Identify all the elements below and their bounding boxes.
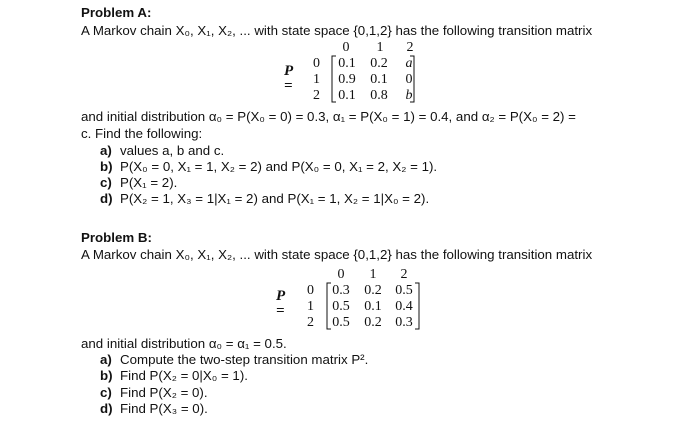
matrix-col-header: 1 (369, 267, 377, 282)
item-text: P(X₂ = 1, X₃ = 1|X₁ = 2) and P(X₁ = 1, X₂ = 1|X₀ = 2). (120, 191, 430, 206)
matrix-cell: 0.2 (370, 56, 388, 71)
matrix-cell: 0.8 (370, 88, 388, 103)
matrix-col-header: 1 (376, 40, 384, 55)
matrix-cell: 0.3 (395, 315, 413, 330)
list-item (100, 144, 224, 157)
matrix-cell: 0.1 (338, 88, 356, 103)
problem-b-initial-distribution: and initial distribution α₀ = α₁ = 0.5. (81, 336, 287, 351)
list-item (100, 160, 437, 173)
list-item (100, 353, 368, 366)
matrix-cell: 0.9 (338, 72, 356, 87)
matrix-col-header: 0 (337, 267, 345, 282)
matrix-cell: 0.5 (332, 299, 350, 314)
list-item (100, 176, 177, 189)
item-label: b) (100, 368, 113, 383)
matrix-cell: 0.2 (364, 283, 382, 298)
item-text: Find P(X₂ = 0|X₀ = 1). (120, 368, 248, 383)
problem-b-intro: A Markov chain X₀, X₁, X₂, ... with state space {0,1,2} has the following transition matrix (81, 247, 593, 262)
matrix-col-header: 0 (342, 40, 350, 55)
problem-a-find-following: c. Find the following: (81, 126, 203, 141)
matrix-cell: a (405, 56, 413, 71)
matrix-cell: 0.4 (395, 299, 413, 314)
matrix-cell: b (405, 88, 413, 103)
list-item (100, 192, 429, 205)
item-text: P(X₁ = 2). (120, 175, 178, 190)
item-label: a) (100, 143, 112, 158)
item-text: P(X₀ = 0, X₁ = 1, X₂ = 2) and P(X₀ = 0, X₁ = 2, X₂ = 1). (120, 159, 438, 174)
problem-a-heading: Problem A: (81, 5, 152, 20)
problem-a-initial-distribution: and initial distribution α₀ = P(X₀ = 0) = 0.3, α₁ = P(X₀ = 1) = 0.4, and α₂ = P(X₀ = 2) = (81, 109, 576, 124)
item-text: Compute the two-step transition matrix P². (120, 352, 369, 367)
matrix-cell: 0.1 (364, 299, 382, 314)
matrix-col-header: 2 (400, 267, 408, 282)
item-text: values a, b and c. (120, 143, 225, 158)
matrix-row-label: 2 (313, 88, 320, 103)
matrix-cell: 0.2 (364, 315, 382, 330)
matrix-cell: 0 (405, 72, 413, 87)
item-label: d) (100, 191, 113, 206)
matrix-cell: 0.5 (332, 315, 350, 330)
item-label: b) (100, 159, 113, 174)
list-item (100, 402, 208, 415)
matrix-col-header: 2 (406, 40, 414, 55)
item-text: Find P(X₂ = 0). (120, 385, 208, 400)
matrix-cell: 0.3 (332, 283, 350, 298)
matrix-row-label: 0 (307, 283, 314, 298)
matrix-cell: 0.5 (395, 283, 413, 298)
item-text: Find P(X₃ = 0). (120, 401, 208, 416)
problem-a-intro: A Markov chain X₀, X₁, X₂, ... with state space {0,1,2} has the following transition matrix (81, 23, 593, 38)
matrix-p-label: P = (284, 63, 293, 94)
matrix-row-label: 0 (313, 56, 320, 71)
matrix-row-label: 2 (307, 315, 314, 330)
item-label: c) (100, 175, 112, 190)
item-label: d) (100, 401, 113, 416)
item-label: c) (100, 385, 112, 400)
problem-b-heading: Problem B: (81, 230, 152, 245)
matrix-cell: 0.1 (338, 56, 356, 71)
matrix-row-label: 1 (313, 72, 320, 87)
matrix-row-label: 1 (307, 299, 314, 314)
list-item (100, 369, 248, 382)
matrix-cell: 0.1 (370, 72, 388, 87)
item-label: a) (100, 352, 112, 367)
matrix-p-label: P = (276, 288, 285, 319)
list-item (100, 386, 208, 399)
